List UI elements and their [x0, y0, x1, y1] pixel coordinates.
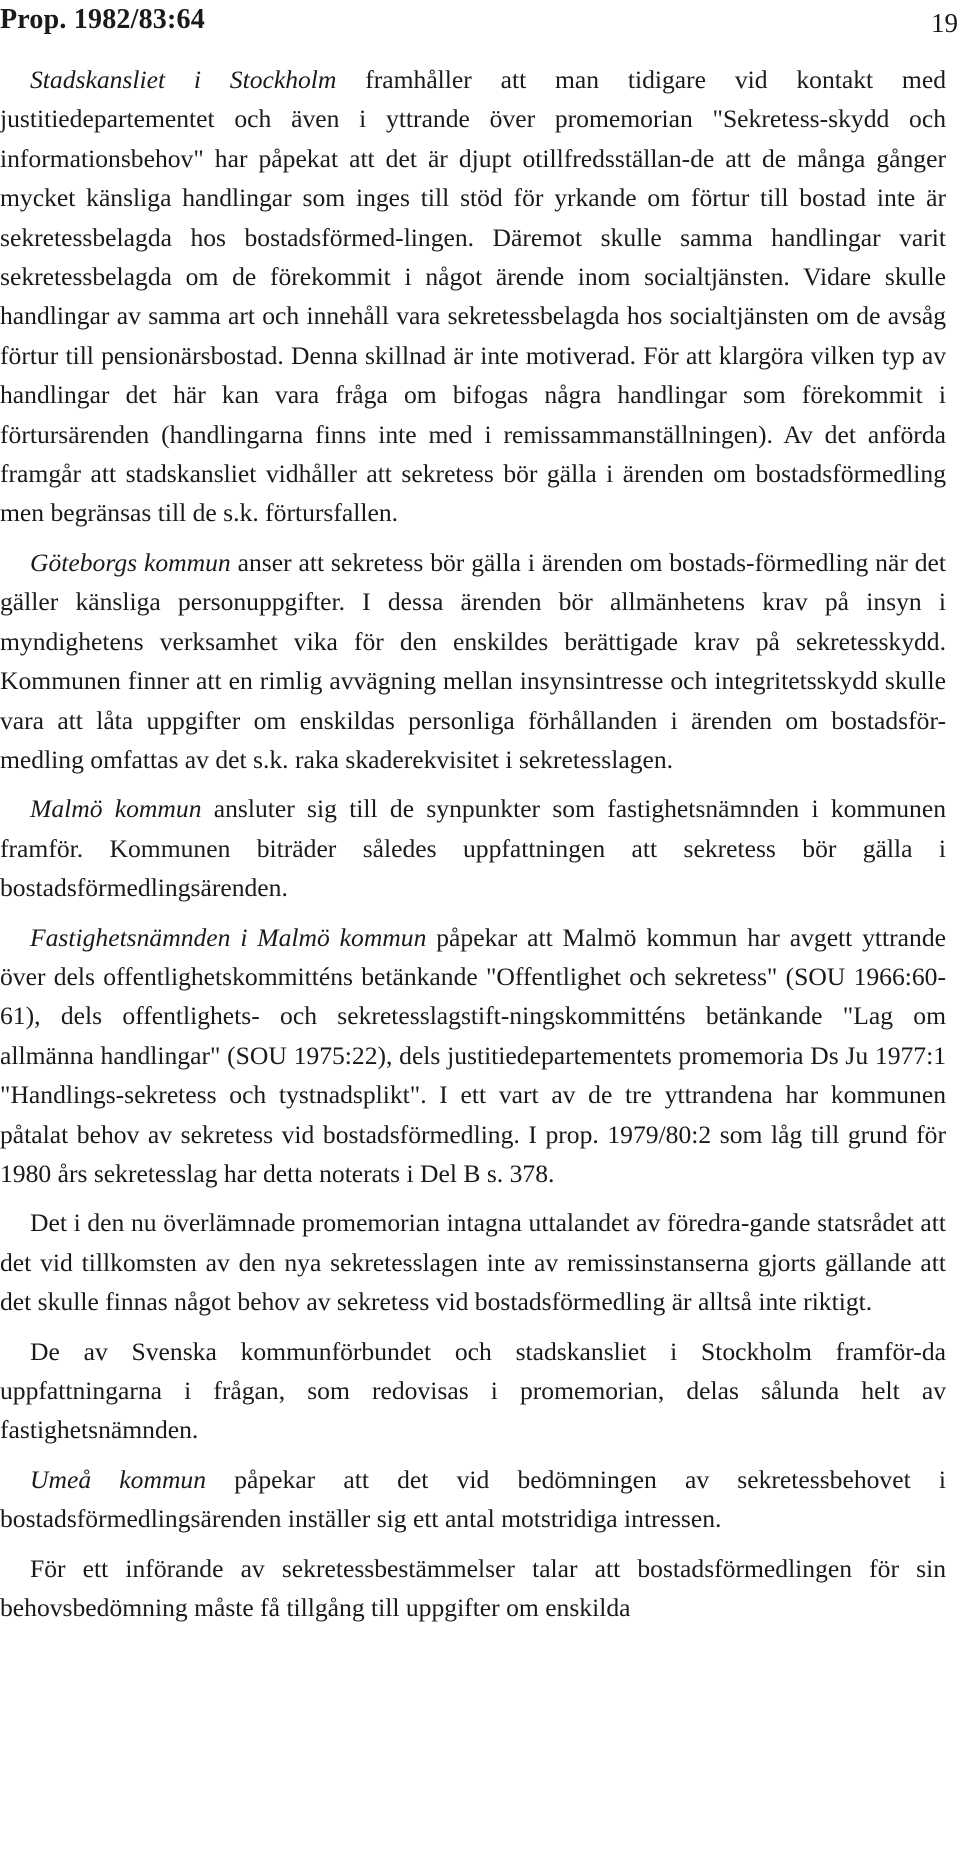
body-text	[0, 60, 946, 1637]
paragraph	[0, 1460, 946, 1539]
paragraph-text: För ett införande av sekretessbestämmelser talar att bostadsförmedlingen för sin behovsbedömning måste få tillgång till uppgifter om enskilda	[0, 1553, 946, 1623]
paragraph	[0, 1332, 946, 1450]
paragraph-text: De av Svenska kommunförbundet och stadskansliet i Stockholm framför-da uppfattningarna i frågan, som redovisas i promemorian, delas sålunda helt av fastighetsnämnden.	[0, 1336, 946, 1445]
proposition-reference: Prop. 1982/83:64	[0, 4, 205, 35]
paragraph	[0, 60, 946, 533]
page-header	[0, 0, 960, 44]
paragraph	[0, 918, 946, 1194]
paragraph	[0, 789, 946, 907]
paragraph-lead: Fastighetsnämnden i Malmö kommun	[30, 922, 427, 952]
page-number: 19	[931, 8, 958, 38]
paragraph-text: anser att sekretess bör gälla i ärenden om bostads-förmedling när det gäller känsliga personuppgifter. I dessa ärenden bör allmänhetens krav på insyn i myndighetens verksamhet vika för den enskildes berättigade krav på sekretesskydd. Kommunen finner att en rimlig avvägning mellan insynsintresse och integritetsskydd skulle vara att låta uppgifter om enskildas personliga förhållanden i ärenden om bostadsför-medling omfattas av det s.k. raka skaderekvisitet i sekretesslagen.	[0, 547, 946, 774]
paragraph	[0, 543, 946, 779]
paragraph-lead: Umeå kommun	[30, 1464, 207, 1494]
paragraph	[0, 1549, 946, 1628]
paragraph-lead: Göteborgs kommun	[30, 547, 231, 577]
paragraph-lead: Malmö kommun	[30, 794, 202, 824]
paragraph-text: ansluter sig till de synpunkter som fastighetsnämnden i kommunen framför. Kommunen biträder således uppfattningen att sekretess bör gälla i bostadsförmedlingsärenden.	[0, 794, 946, 903]
paragraph-text: påpekar att Malmö kommun har avgett yttrande över dels offentlighetskommitténs betänkande "Offentlighet och sekretess" (SOU 1966:60-61), dels offentlighets- och sekretesslagstift-ningskommitténs betänkande "Lag om allmänna handlingar" (SOU 1975:22), dels justitiedepartementets promemoria Ds Ju 1977:1 "Handlings-sekretess och tystnadsplikt". I ett vart av de tre yttrandena har kommunen påtalat behov av sekretess vid bostadsförmedling. I prop. 1979/80:2 som låg till grund för 1980 års sekretesslag har detta noterats i Del B s. 378.	[0, 922, 946, 1188]
paragraph	[0, 1203, 946, 1321]
paragraph-text: påpekar att det vid bedömningen av sekretessbehovet i bostadsförmedlingsärenden inställer sig ett antal motstridiga intressen.	[0, 1464, 946, 1534]
paragraph-text: Det i den nu överlämnade promemorian intagna uttalandet av föredra-gande statsrådet att det vid tillkomsten av den nya sekretesslagen inte av remissinstanserna gjorts gällande att det skulle finnas något behov av sekretess vid bostadsförmedling är alltså inte riktigt.	[0, 1208, 946, 1317]
paragraph-lead: Stadskansliet i Stockholm	[30, 65, 337, 94]
paragraph-text: framhåller att man tidigare vid kontakt med justitiedepartementet och även i yttrande över promemorian "Sekretess-skydd och informationsbehov" har påpekat att det är djupt otillfredsställan-de att de många gånger mycket känsliga handlingar som inges till stöd för yrkande om förtur till bostad inte är sekretessbelagda hos bostadsförmed-lingen. Däremot skulle samma handlingar varit sekretessbelagda om de förekommit i något ärende inom socialtjänsten. Vidare skulle handlingar av samma art och innehåll vara sekretessbelagda hos socialtjänsten om de avsåg förtur till pensionärsbostad. Denna skillnad är inte motiverad. För att klargöra vilken typ av handlingar det här kan vara fråga om bifogas några handlingar som förekommit i förtursärenden (handlingarna finns inte med i remissammanställningen). Av det anförda framgår att stadskansliet vidhåller att sekretess bör gälla i ärenden om bostadsförmedling men begränsas till de s.k. förtursfallen.	[0, 65, 946, 528]
